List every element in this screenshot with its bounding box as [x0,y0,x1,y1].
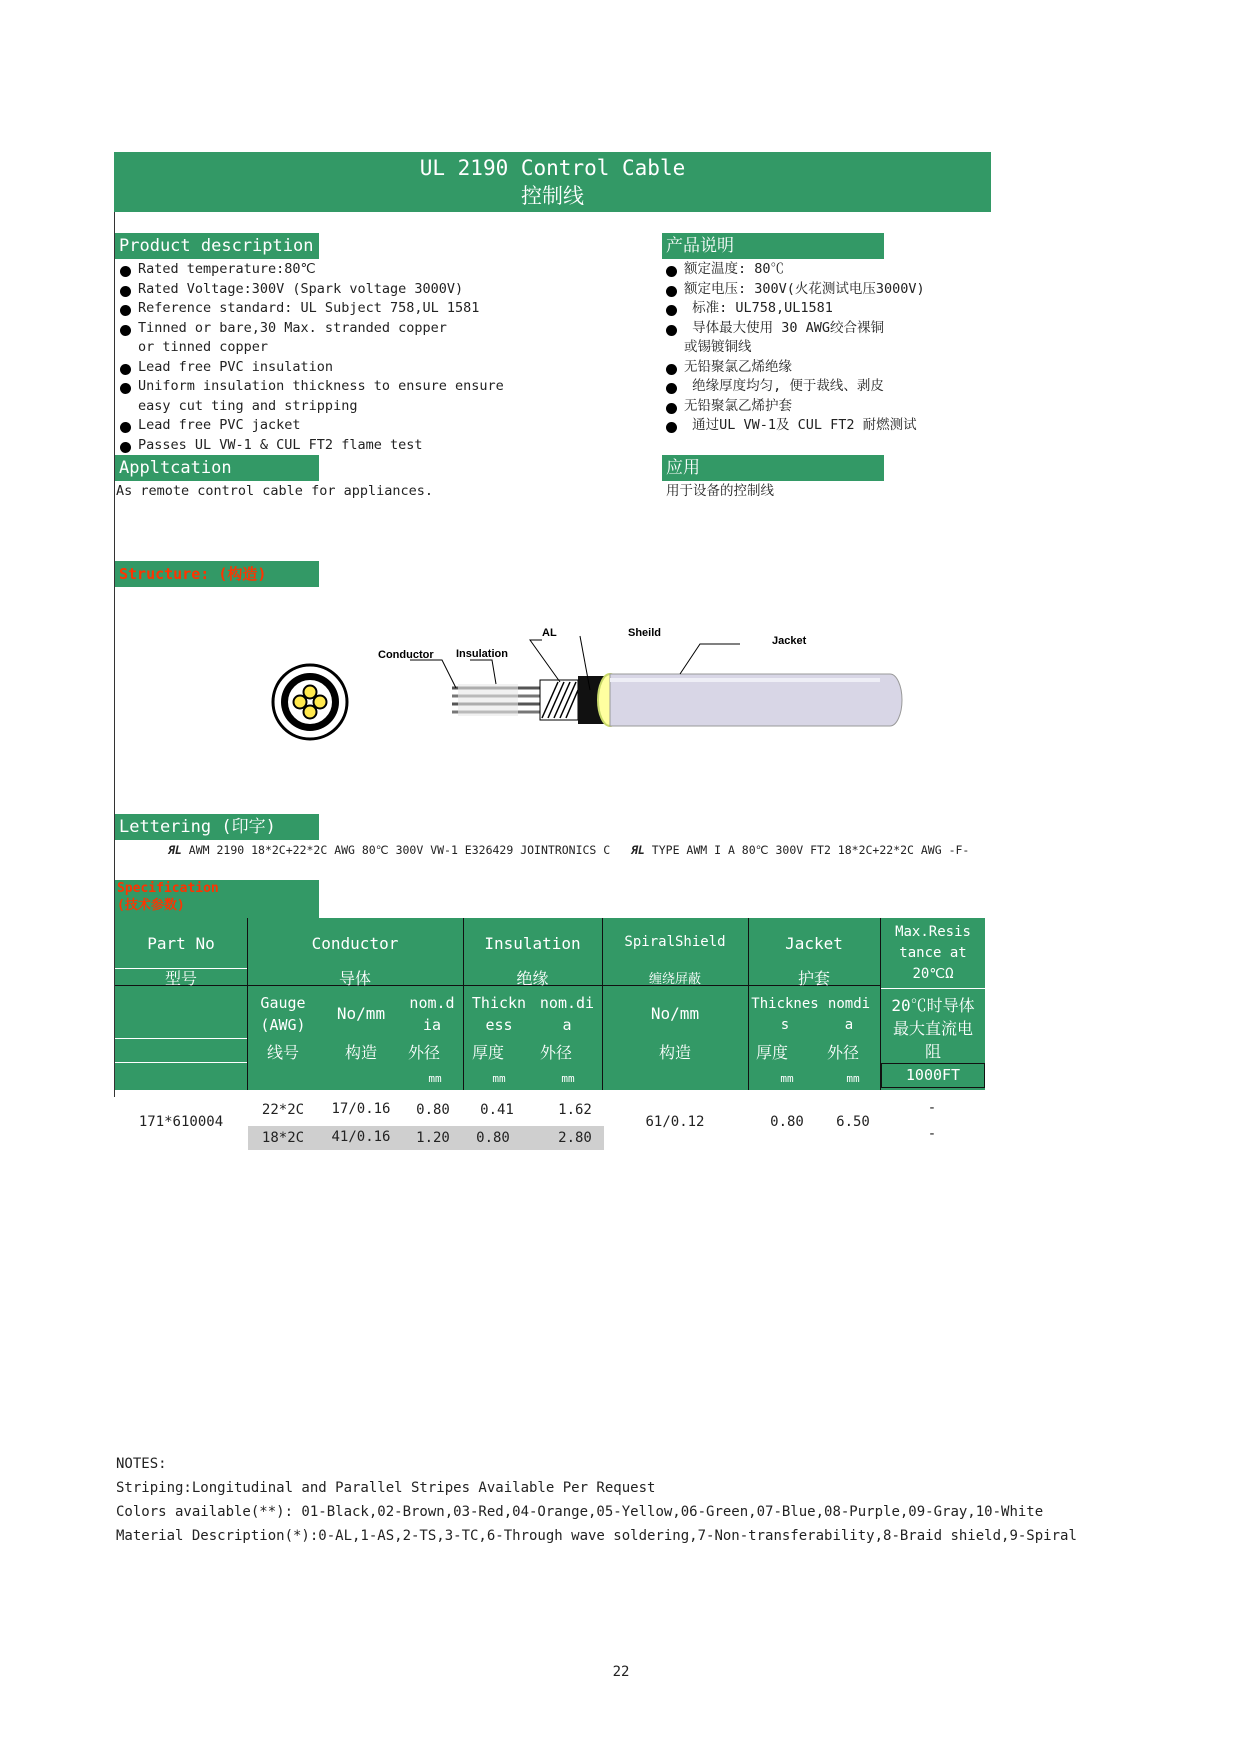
cell-ins-nom-1: 1.62 [558,1102,592,1118]
lettering-text-2: TYPE AWM I A 80℃ 300V FT2 18*2C+22*2C AWG -F- [651,843,970,857]
cell-nom-d-2: 1.20 [416,1130,450,1146]
header-per-1000ft: 1000FT [905,1066,961,1084]
header-no-mm-cn: 构造 [344,1043,377,1062]
desc-cn-item-text: 导体最大使用 30 AWG绞合裸铜 或锡镀铜线 [684,319,885,355]
product-description-cn-list [662,260,1082,436]
header-resistance: Max.Resis tance at 20℃Ω [895,924,971,982]
label-conductor: Conductor [378,649,434,661]
product-description-heading: Product description [115,233,319,259]
ul-mark-icon-2: ЯL [631,843,645,857]
note-material: Material Description(*):0-AL,1-AS,2-TS,3-TC,6-Through wave soldering,7-Non-transferability,8-Braid shield,9-Spiral [116,1528,1077,1544]
cable-structure-diagram [260,610,920,750]
header-insulation: Insulation [484,934,581,953]
bullet-icon [666,325,677,336]
desc-en-item [116,436,636,456]
header-jacket-nom: nomdi a [827,996,871,1033]
header-shield: SpiralShield [624,934,726,950]
cell-nom-d-1: 0.80 [416,1102,450,1118]
cell-ins-nom-2: 2.80 [558,1130,592,1146]
cell-jacket-thick: 0.80 [770,1114,804,1130]
desc-cn-item [662,377,1082,397]
header-insulation-cn: 绝缘 [516,969,549,988]
header-ins-nom: nom.di a [539,994,595,1034]
cell-res-2: - [927,1126,937,1142]
header-jacket-cn: 护套 [797,969,830,988]
bullet-icon [666,305,677,316]
header-gauge: Gauge (AWG) [260,994,306,1034]
cell-no-mm-2: 41/0.16 [331,1129,391,1145]
title-cn: 控制线 [521,184,584,208]
desc-en-item [116,319,636,358]
cell-no-mm-1: 17/0.16 [331,1101,391,1117]
desc-en-item-text: Rated Voltage:300V (Spark voltage 3000V) [138,280,464,297]
note-colors: Colors available(**): 01-Black,02-Brown,03-Red,04-Orange,05-Yellow,06-Green,07-Blue,08-Purple,09-Gray,10-White [116,1504,1044,1520]
desc-cn-item [662,299,1082,319]
header-jacket-thick: Thicknes s [751,996,819,1033]
desc-en-item-text: Uniform insulation thickness to ensure ensure easy cut ting and stripping [138,378,504,414]
title-en: UL 2190 Control Cable [419,156,686,180]
application-cn-text: 用于设备的控制线 [666,483,774,499]
desc-en-item-text: Reference standard: UL Subject 758,UL 1581 [138,300,480,316]
product-description-cn-heading: 产品说明 [662,233,884,259]
desc-en-item-text: Lead free PVC insulation [138,358,334,375]
header-shield-cn: 缠绕屏蔽 [648,972,701,987]
desc-en-item [116,416,636,436]
bullet-icon [666,403,677,414]
label-insulation: Insulation [456,648,508,660]
cell-gauge-1: 22*2C [261,1102,305,1118]
cell-jacket-nom: 6.50 [836,1114,870,1130]
cell-res-1: - [927,1100,937,1116]
header-thick-cn: 厚度 [471,1043,504,1062]
desc-en-item-text: Tinned or bare,30 Max. stranded copper or tinned copper [138,319,447,355]
bullet-icon [120,266,131,277]
title-bar [114,152,991,212]
desc-cn-item-text: 额定温度: 80℃ [684,261,785,277]
page-number: 22 [612,1664,630,1680]
desc-cn-item-text: 无铅聚氯乙烯绝缘 [684,358,792,375]
specification-heading-en: Specification [117,881,219,896]
desc-en-item [116,358,636,378]
header-conductor-cn: 导体 [338,969,371,988]
bullet-icon [666,422,677,433]
label-al: AL [542,627,557,639]
cell-thick-1: 0.41 [480,1102,514,1118]
header-nom-d-cn: 外径 [407,1043,440,1062]
header-part-no-cn: 型号 [164,969,197,988]
desc-cn-item [662,260,1082,280]
label-shield: Sheild [628,627,662,639]
header-shield-no-cn: 构造 [658,1043,691,1062]
header-thick: Thickn ess [471,994,527,1034]
desc-en-item-text: Rated temperature:80℃ [138,261,316,277]
desc-cn-item [662,358,1082,378]
bullet-icon [666,286,677,297]
bullet-icon [120,286,131,297]
desc-cn-item-text: 额定电压: 300V(火花测试电压3000V) [684,280,925,297]
specification-heading [115,880,319,918]
lettering-heading: Lettering (印字) [115,814,319,840]
cell-thick-2: 0.80 [476,1130,510,1146]
label-jacket: Jacket [772,635,807,647]
desc-en-item-text: Passes UL VW-1 & CUL FT2 flame test [138,436,423,453]
cable-side-view [452,674,902,726]
specification-heading-cn: (技术参数) [117,898,185,913]
bullet-icon [666,364,677,375]
desc-en-item [116,260,636,280]
unit-mm-2: mm [492,1072,506,1085]
desc-en-item [116,299,636,319]
bullet-icon [120,442,131,453]
desc-en-item [116,280,636,300]
unit-mm-1: mm [428,1072,442,1085]
product-description-list [116,260,636,455]
structure-heading: Structure: (构造) [115,561,319,587]
cell-gauge-2: 18*2C [261,1130,305,1146]
note-striping: Striping:Longitudinal and Parallel Stripes Available Per Request [116,1480,656,1496]
bullet-icon [666,383,677,394]
bullet-icon [120,305,131,316]
header-gauge-cn: 线号 [266,1043,299,1062]
desc-cn-item [662,319,1082,358]
header-part-no: Part No [147,934,215,953]
header-nom-d: nom.d ia [409,994,455,1034]
unit-mm-4: mm [780,1072,794,1085]
note-title: NOTES: [116,1456,167,1472]
header-no-mm: No/mm [336,1004,386,1023]
desc-cn-item [662,280,1082,300]
desc-cn-item-text: 绝缘厚度均匀, 便于裁线、剥皮 [684,378,884,394]
bullet-icon [120,383,131,394]
header-jacket: Jacket [785,934,843,953]
desc-cn-item-text: 无铅聚氯乙烯护套 [684,397,792,414]
cable-cross-section [273,665,347,739]
lettering-text-1: AWM 2190 18*2C+22*2C AWG 80℃ 300V VW-1 E326429 JOINTRONICS C [188,843,611,857]
desc-en-item [116,377,636,416]
unit-mm-5: mm [846,1072,860,1085]
desc-cn-item-text: 标准: UL758,UL1581 [684,300,833,316]
desc-cn-item-text: 通过UL VW-1及 CUL FT2 耐燃测试 [684,417,917,433]
application-cn-heading: 应用 [662,455,884,481]
header-jacket-nom-cn: 外径 [826,1043,859,1062]
cell-part-no: 171*610004 [138,1114,224,1130]
header-shield-no: No/mm [650,1004,700,1023]
desc-cn-item [662,397,1082,417]
application-text: As remote control cable for appliances. [116,483,433,499]
header-resistance-cn: 20℃时导体 最大直流电 阻 [891,996,975,1061]
lettering-line [168,843,969,857]
header-ins-nom-cn: 外径 [539,1043,572,1062]
ul-mark-icon: ЯL [168,843,182,857]
cell-shield: 61/0.12 [645,1114,705,1130]
bullet-icon [120,325,131,336]
bullet-icon [666,266,677,277]
desc-cn-item [662,416,1082,436]
application-heading: Appltcation [115,455,319,481]
desc-en-item-text: Lead free PVC jacket [138,417,301,433]
bullet-icon [120,364,131,375]
bullet-icon [120,422,131,433]
unit-mm-3: mm [561,1072,575,1085]
header-jacket-thick-cn: 厚度 [755,1043,788,1062]
header-conductor: Conductor [311,934,399,953]
